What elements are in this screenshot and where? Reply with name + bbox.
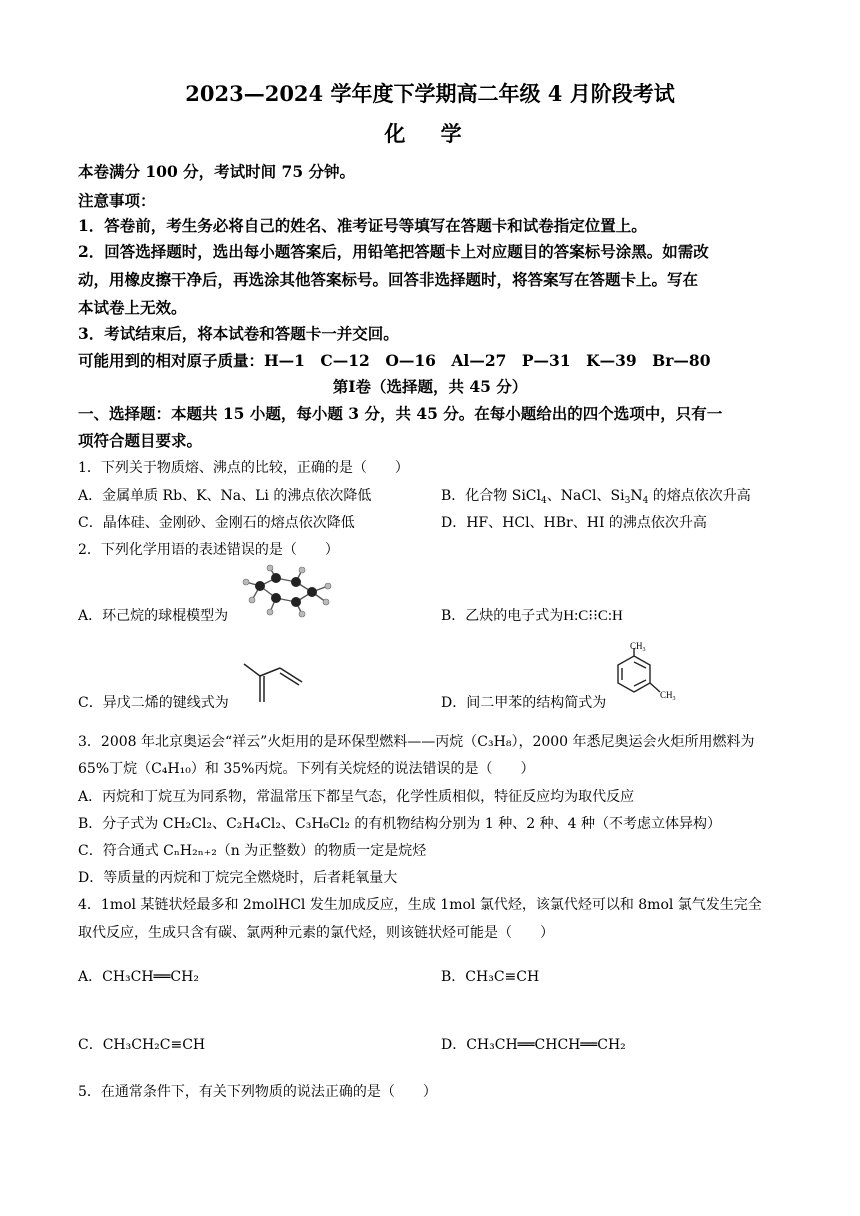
- subject-title: 化 学: [384, 121, 476, 146]
- exam-title: 2023—2024 学年度下学期高二年级 4 月阶段考试: [185, 81, 675, 106]
- methyl-label-top: $CH_3$: [630, 641, 646, 653]
- q1-option-c: C．晶体硅、金刚砂、金刚石的熔点依次降低: [78, 515, 355, 531]
- notice-item-2-line-3: 本试卷上无效。: [78, 298, 187, 317]
- q2-option-c: C．异戊二烯的键线式为: [78, 695, 229, 711]
- q3-stem-line-1: 3．2008 年北京奥运会“祥云”火炬用的是环保型燃料——丙烷（C₃H₈），2000 年悉尼奥运会火炬所用燃料为: [78, 734, 755, 750]
- q3-option-d: D．等质量的丙烷和丁烷完全燃烧时，后者耗氧量大: [78, 870, 398, 886]
- notice-heading: 注意事项：: [78, 191, 156, 210]
- notice-item-2-line-1: 2．回答选择题时，选出每小题答案后，用铅笔把答题卡上对应题目的答案标号涂黑。如需改: [78, 242, 709, 261]
- q1-stem: 1．下列关于物质熔、沸点的比较，正确的是（ ）: [78, 460, 409, 476]
- q2-option-a: A．环己烷的球棍模型为: [78, 608, 229, 624]
- notice-item-1: 1．答卷前，考生务必将自己的姓名、准考证号等填写在答题卡和试卷指定位置上。: [78, 216, 647, 235]
- q1-option-b: B．化合物 SiCl$_4$、NaCl、$Si_3N_4$ 的熔点依次升高: [441, 488, 751, 506]
- isoprene-skeletal-formula: [238, 660, 308, 706]
- q2-stem: 2．下列化学用语的表述错误的是（ ）: [78, 542, 339, 558]
- atomic-masses-line: 可能用到的相对原子质量：H—1 C—12 O—16 Al—27 P—31 K—39 Br—80: [78, 351, 711, 370]
- q5-stem: 5．在通常条件下，有关下列物质的说法正确的是（ ）: [78, 1084, 437, 1100]
- q3-option-b: B．分子式为 CH₂Cl₂、C₂H₄Cl₂、C₃H₆Cl₂ 的有机物结构分别为 1 种、2 种、4 种（不考虑立体异构）: [78, 816, 721, 832]
- q4-option-b: B．CH₃C≡CH: [441, 969, 540, 985]
- q3-option-a: A．丙烷和丁烷互为同系物，常温常压下都呈气态，化学性质相似，特征反应均为取代反应: [78, 789, 635, 805]
- q1-option-a: A．金属单质 Rb、K、Na、Li 的沸点依次降低: [78, 488, 372, 504]
- q2-option-d: D．间二甲苯的结构简式为: [441, 695, 607, 711]
- methyl-label-bottom: $CH_3$: [660, 690, 676, 702]
- m-xylene-structure: [612, 640, 692, 708]
- q3-stem-line-2: 65%丁烷（C₄H₁₀）和 35%丙烷。下列有关烷烃的说法错误的是（ ）: [78, 761, 535, 777]
- q4-option-c: C．CH₃CH₂C≡CH: [78, 1037, 206, 1053]
- q4-stem-line-2: 取代反应，生成只含有碳、氯两种元素的氯代烃，则该链状烃可能是（ ）: [78, 925, 554, 941]
- q4-stem-line-1: 4．1mol 某链状烃最多和 2molHCl 发生加成反应，生成 1mol 氯代烃，该氯代烃可以和 8mol 氯气发生完全: [78, 897, 762, 913]
- section-instructions-line-1: 一、选择题：本题共 15 小题，每小题 3 分，共 45 分。在每小题给出的四个选项中，只有一: [78, 404, 723, 423]
- acetylene-electron-formula: H:C⁝⁝C:H: [563, 608, 623, 624]
- q3-option-c: C．符合通式 CₙH₂ₙ₊₂（n 为正整数）的物质一定是烷烃: [78, 843, 427, 859]
- section-instructions-line-2: 项符合题目要求。: [78, 431, 203, 450]
- cyclohexane-ball-stick-model: [240, 564, 334, 620]
- q4-option-d: D．CH₃CH══CHCH══CH₂: [441, 1037, 626, 1053]
- part1-heading: 第Ⅰ卷（选择题，共 45 分）: [332, 377, 528, 396]
- notice-item-2-line-2: 动，用橡皮擦干净后，再选涂其他答案标号。回答非选择题时，将答案写在答题卡上。写在: [78, 270, 699, 289]
- score-time-line: 本卷满分 100 分，考试时间 75 分钟。: [78, 162, 356, 181]
- q1-option-d: D．HF、HCl、HBr、HI 的沸点依次升高: [441, 515, 707, 531]
- q2-option-b: B．乙炔的电子式为H:C⁝⁝C:H: [441, 608, 623, 624]
- q4-option-a: A．CH₃CH══CH₂: [78, 969, 199, 985]
- notice-item-3: 3．考试结束后，将本试卷和答题卡一并交回。: [78, 324, 399, 343]
